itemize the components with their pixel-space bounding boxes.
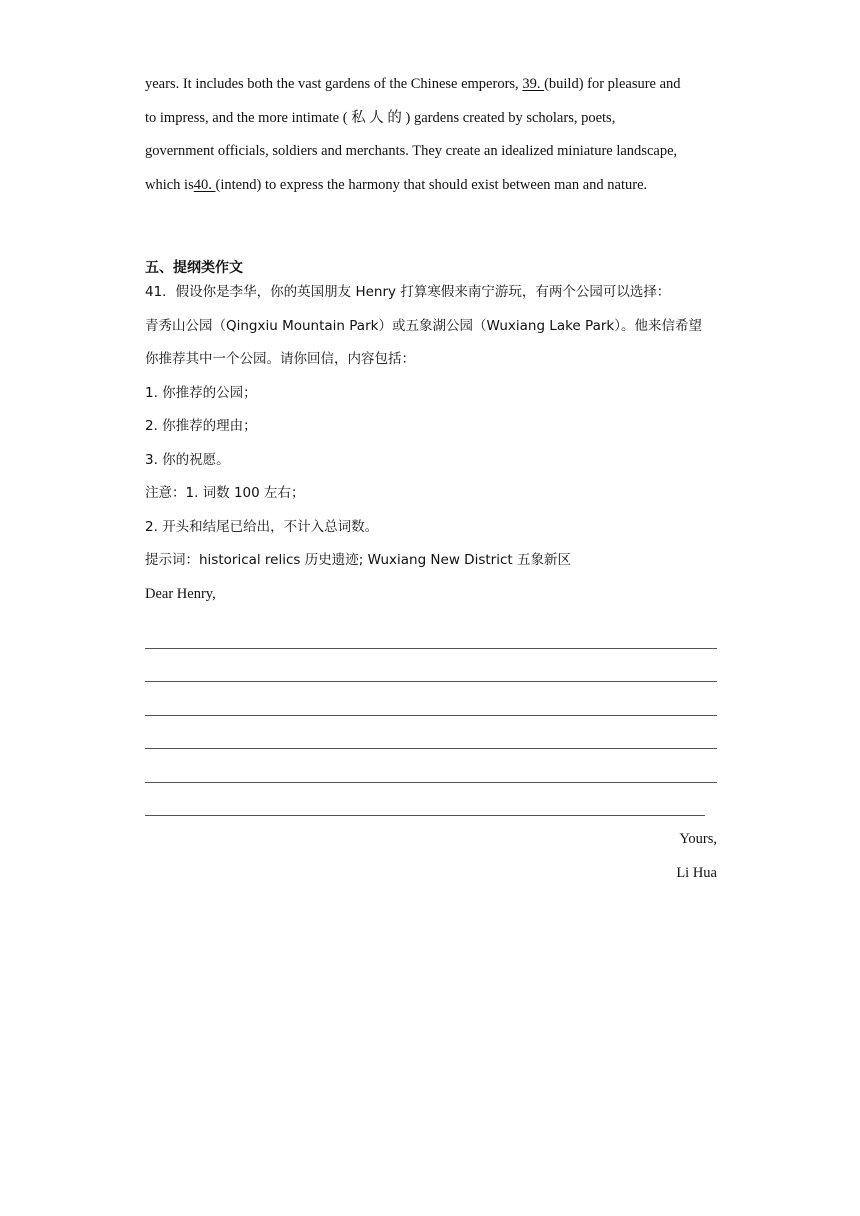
note-line: 2. 开头和结尾已给出，不计入总词数。 bbox=[145, 518, 379, 535]
document-content bbox=[145, 68, 717, 890]
answer-line[interactable] bbox=[145, 716, 717, 750]
letter-closing: Yours, bbox=[679, 831, 717, 847]
requirement-item: 1. 你推荐的公园； bbox=[145, 384, 257, 401]
answer-line[interactable] bbox=[145, 649, 717, 683]
requirement-item: 3. 你的祝愿。 bbox=[145, 451, 230, 468]
section-title: 五、提纲类作文 bbox=[145, 260, 243, 276]
question-prompt-line: 41．假设你是李华，你的英国朋友 Henry 打算寒假来南宁游玩，有两个公园可以选择： bbox=[145, 284, 671, 300]
passage-text: years. It includes both the vast gardens of the Chinese emperors, bbox=[145, 76, 523, 92]
note-line: 注意：1. 词数 100 左右； bbox=[145, 485, 305, 501]
passage-line bbox=[145, 102, 717, 136]
question-prompt-line: 青秀山公园（Qingxiu Mountain Park）或五象湖公园（Wuxiang Lake Park）。他来信希望 bbox=[145, 317, 702, 334]
passage bbox=[145, 68, 717, 202]
passage-text: (build) for pleasure and bbox=[544, 76, 681, 92]
answer-lines[interactable] bbox=[145, 615, 717, 816]
answer-line[interactable] bbox=[145, 783, 705, 817]
passage-line bbox=[145, 135, 717, 169]
question-prompt-line: 你推荐其中一个公园。请你回信，内容包括： bbox=[145, 351, 415, 367]
hint-line: 提示词：historical relics 历史遗迹; Wuxiang New District 五象新区 bbox=[145, 552, 571, 568]
answer-line[interactable] bbox=[145, 749, 717, 783]
letter-signature: Li Hua bbox=[676, 865, 717, 881]
blank-39[interactable]: 39. bbox=[522, 76, 545, 92]
letter-greeting: Dear Henry, bbox=[145, 585, 216, 602]
answer-line[interactable] bbox=[145, 682, 717, 716]
passage-text: government officials, soldiers and merchants. They create an idealized miniature landscape, bbox=[145, 143, 678, 159]
passage-line bbox=[145, 169, 717, 203]
letter bbox=[145, 578, 717, 891]
writing-question bbox=[145, 276, 717, 578]
passage-line bbox=[145, 68, 717, 102]
requirement-item: 2. 你推荐的理由； bbox=[145, 418, 257, 434]
blank-40[interactable]: 40. bbox=[193, 176, 216, 193]
passage-text: to impress, and the more intimate ( 私 人 的 ) gardens created by scholars, poets, bbox=[145, 109, 616, 126]
passage-text: (intend) to express the harmony that should exist between man and nature. bbox=[215, 176, 648, 193]
passage-text: which is bbox=[145, 176, 194, 193]
answer-line[interactable] bbox=[145, 615, 717, 649]
